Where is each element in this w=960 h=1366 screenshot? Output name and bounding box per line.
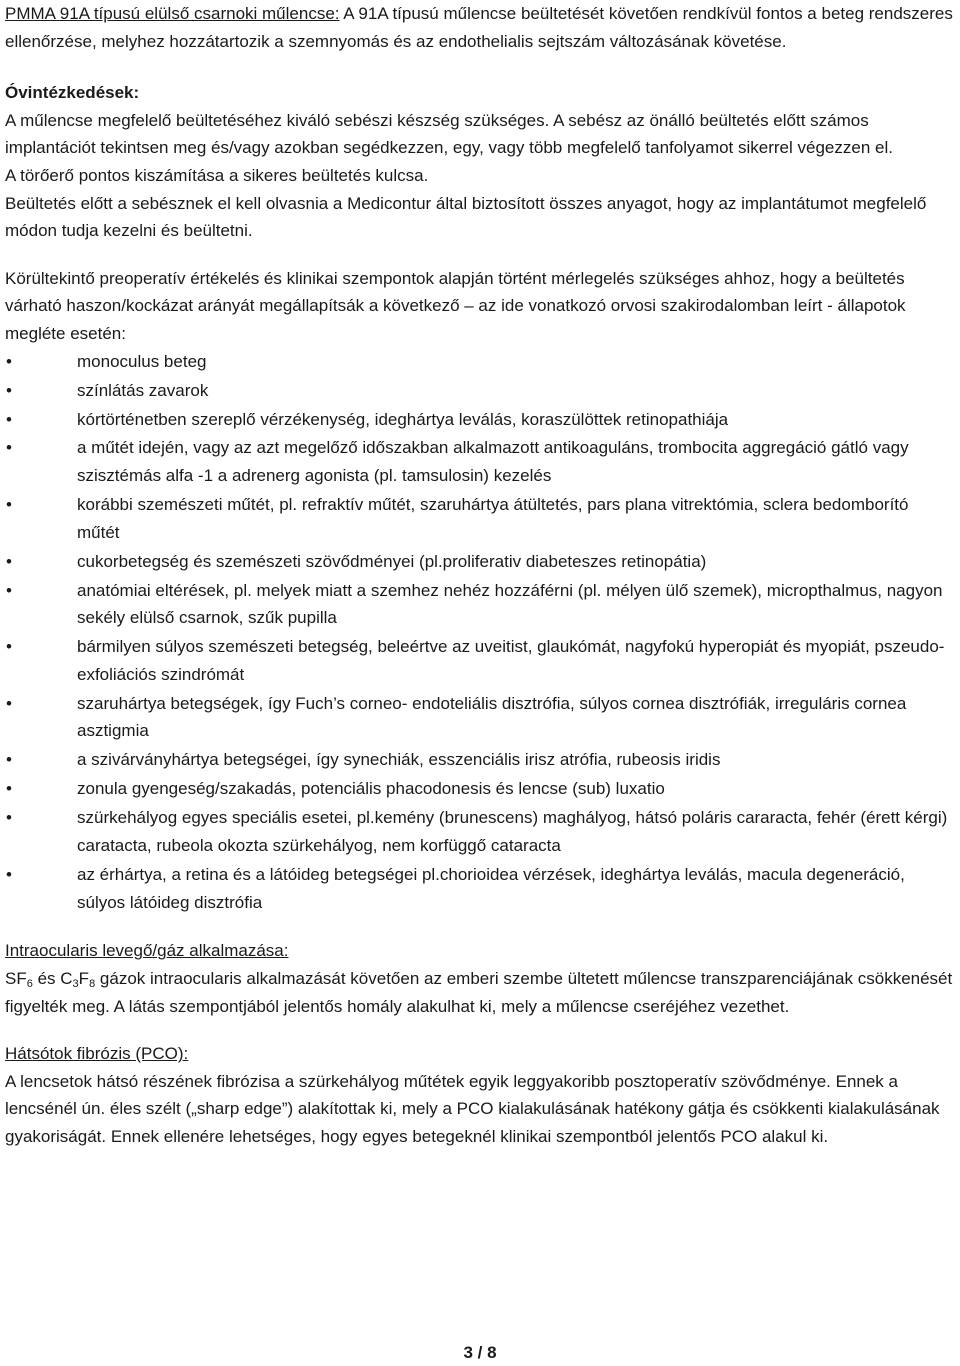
gas-paragraph: $SF_6$ és $C_3F_8$ gázok intraocularis alkalmazását követően az emberi szembe ültetett műlencse transzparenciájának csökkenését figyelték meg. A látás szempontjából jelentős homály alakulhat ki, mely a műlencse cseréjéhez vezethet.	[5, 969, 953, 1016]
bullet-icon: •	[6, 580, 12, 600]
precautions-line-3: Beültetés előtt a sebésznek el kell olvasnia a Medicontur által biztosított összes anyagot, hogy az implantátumot megfelelő módon tudja kezelni és beültetni.	[5, 193, 927, 241]
list-item: • zonula gyengeség/szakadás, potenciális phacodonesis és lencse (sub) luxatio	[5, 775, 953, 803]
list-item: • kórtörténetben szereplő vérzékenység, ideghártya leválás, koraszülöttek retinopathiája	[5, 406, 953, 434]
list-item: • színlátás zavarok	[5, 377, 953, 405]
bullet-icon: •	[6, 693, 12, 713]
list-item: • cukorbetegség és szemészeti szövődményei (pl.proliferativ diabeteszes retinopátia)	[5, 548, 953, 576]
list-item: • monoculus beteg	[5, 348, 953, 376]
precautions-line-2: A törőerő pontos kiszámítása a sikeres beültetés kulcsa.	[5, 165, 429, 185]
condition-list	[5, 348, 953, 917]
bullet-icon: •	[6, 808, 12, 828]
precautions-line-1: A műlencse megfelelő beültetéséhez kiváló sebészi készség szükséges. A sebész az önálló beültetés előtt számos implantációt tekintsen meg és/vagy azokban segédkezzen, egy, vagy több megfelelő tanfolyamot sikerrel végezzen el.	[5, 110, 893, 158]
list-item: • szürkehályog egyes speciális esetei, pl.kemény (brunescens) maghályog, hátsó poláris cararacta, fehér (érett kérgi) caratacta, rubeola okozta szürkehályog, nem korfüggő cataracta	[5, 804, 953, 859]
intro-text: A 91A típusú műlencse beültetését követően rendkívül fontos a beteg rendszeres ellenőrzése, melyhez hozzátartozik a szemnyomás és az endothelialis sejtszám változásának követése.	[5, 4, 953, 51]
list-item: • a műtét idején, vagy az azt megelőző időszakban alkalmazott antikoaguláns, trombocita aggregáció gátló vagy szisztémás alfa -1 a adrenerg agonista (pl. tamsulosin) kezelés	[5, 434, 953, 489]
list-item: • anatómiai eltérések, pl. melyek miatt a szemhez nehéz hozzáférni (pl. mélyen ülő szemek), micropthalmus, nagyon sekély elülső csarnok, szűk pupilla	[5, 577, 953, 632]
bullet-icon: •	[6, 495, 12, 515]
bullet-icon: •	[6, 409, 12, 429]
bullet-icon: •	[6, 637, 12, 657]
bullet-icon: •	[6, 351, 12, 371]
gas-heading: Intraocularis levegő/gáz alkalmazása:	[5, 941, 289, 961]
list-item: • bármilyen súlyos szemészeti betegség, beleértve az uveitist, glaukómát, nagyfokú hyperopiát és myopiát, pszeudo-exfoliációs szindrómát	[5, 633, 953, 688]
pco-heading: Hátsótok fibrózis (PCO):	[5, 1044, 189, 1064]
page-number: 3 / 8	[463, 1343, 497, 1362]
document-page	[5, 0, 953, 1151]
bullet-icon: •	[6, 438, 12, 458]
bullet-icon: •	[6, 864, 12, 884]
bullet-icon: •	[6, 750, 12, 770]
list-item: • az érhártya, a retina és a látóideg betegségei pl.chorioidea vérzések, ideghártya leválás, macula degeneráció, súlyos látóideg disztrófia	[5, 861, 953, 916]
pco-paragraph: A lencsetok hátsó részének fibrózisa a szürkehályog műtétek egyik leggyakoribb posztoperatív szövődménye. Ennek a lencsénél ún. éles szélt („sharp edge”) alakítottak ki, mely a PCO kialakulásának hatékony gátja és csökkenti kialakulásának gyakoriságát. Ennek ellenére lehetséges, hogy egyes betegeknél klinikai szempontból jelentős PCO alakul ki.	[5, 1071, 940, 1147]
list-item: • szaruhártya betegségek, így Fuch’s corneo- endoteliális disztrófia, súlyos cornea disztrófiák, irreguláris cornea asztigmia	[5, 690, 953, 745]
bullet-icon: •	[6, 380, 12, 400]
list-item: • korábbi szemészeti műtét, pl. refraktív műtét, szaruhártya átültetés, pars plana vitrektómia, sclera bedomborító műtét	[5, 491, 953, 546]
bullet-icon: •	[6, 779, 12, 799]
list-item: • a szivárványhártya betegségei, így synechiák, esszenciális irisz atrófia, rubeosis iridis	[5, 746, 953, 774]
bullet-icon: •	[6, 551, 12, 571]
precautions-heading: Óvintézkedések:	[5, 83, 140, 103]
evaluation-intro: Körültekintő preoperatív értékelés és klinikai szempontok alapján történt mérlegelés szükséges ahhoz, hogy a beültetés várható haszon/kockázat arányát megállapítsák a következő – az ide vonatkozó orvosi szakirodalomban leírt - állapotok megléte esetén:	[5, 268, 906, 343]
intro-heading: PMMA 91A típusú elülső csarnoki műlencse:	[5, 4, 340, 23]
intro-paragraph	[5, 0, 953, 55]
